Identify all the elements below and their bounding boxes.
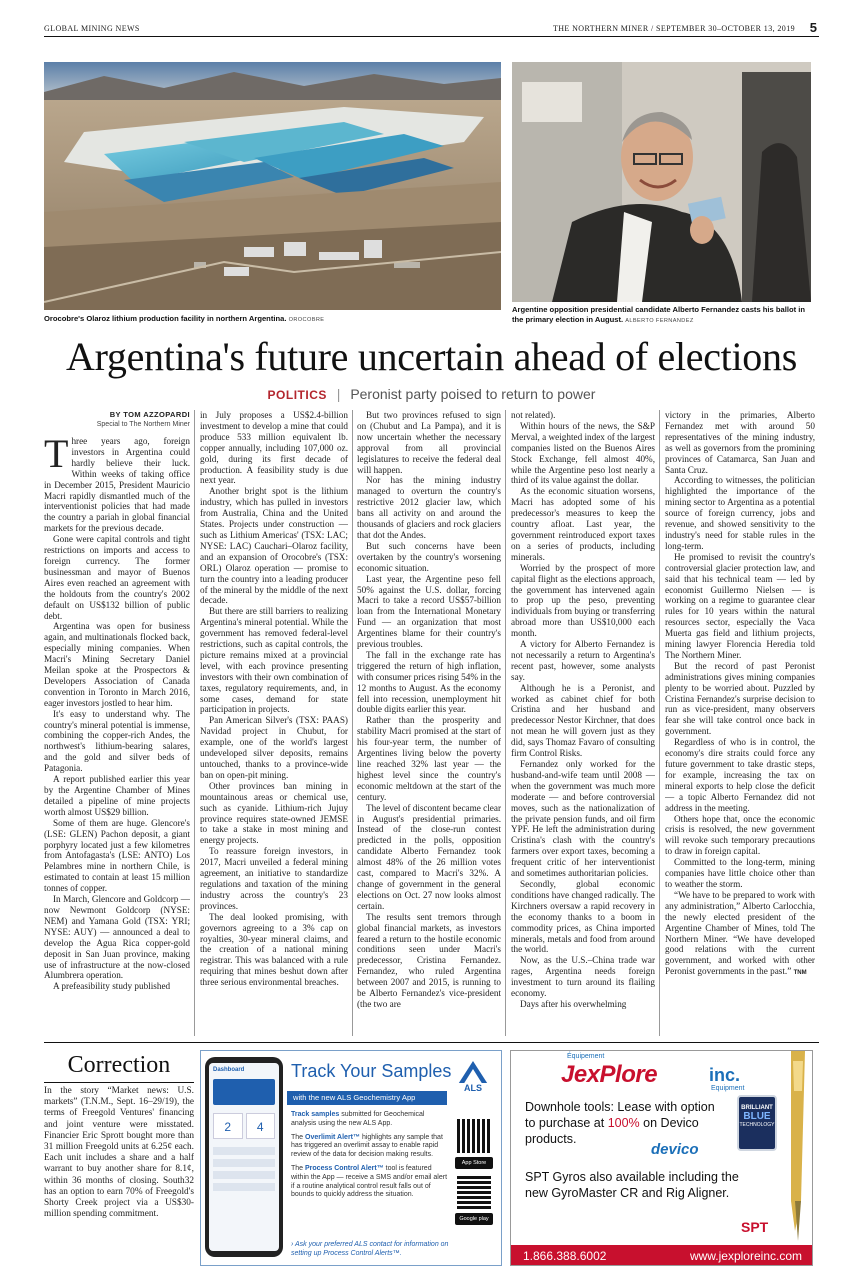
paragraph: But the record of past Peronist administrations gives mining companies plenty to be worried about. Puzzled by Cristina Fernandez's surprise decision to run as vice-president, many observers fear she will take control once back in government. (665, 660, 815, 737)
paragraph: Others hope that, once the economic crisis is resolved, the new government will revoke such temporary precautions to draw in foreign capital. (665, 813, 815, 857)
paragraph: Within hours of the news, the S&P Merval, a weighted index of the largest companies listed on the Buenos Aires Stock Exchange, fell almost 40%, while the Argentine peso lost nearly a third of its value against the dollar. (511, 420, 655, 486)
paragraph: A prefeasibility study published (53, 981, 171, 992)
spt-logo: SPT (741, 1219, 769, 1235)
byline-sub: Special to The Northern Miner (96, 421, 190, 428)
article-column-3 (357, 410, 501, 1036)
paragraph: victory in the primaries, Alberto Fernandez met with around 50 representatives of the mining industry, as well as governors from the promining provinces of Catamarca, San Juan and Santa Cruz. (665, 410, 815, 475)
deck-line (44, 386, 819, 402)
left-photo-caption (44, 314, 504, 326)
drop-cap: T (44, 431, 69, 476)
jex-footer-bar (511, 1245, 813, 1266)
correction-title: Correction (67, 1052, 171, 1078)
phone-dashboard-title: Dashboard (213, 1067, 245, 1073)
left-photo-caption-text: Orocobre's Olaroz lithium production facility in northern Argentina. (44, 314, 287, 323)
paragraph: In March, Glencore and Goldcorp — now Newmont Goldcorp (NYSE: NEM) and Yamana Gold (TSX: YRI; NYSE: AUY) — announced a deal to develop the Agua Rica copper-gold deposit in San Juan province, making use of infrastructure at the now-closed Alumbrera operation. (44, 894, 190, 981)
als-banner-text: with the new ALS Geochemistry App (293, 1093, 416, 1102)
paragraph: But two provinces refused to sign on (Chubut and La Pampa), and it is now uncertain whether the necessary approval from all provincial legislatures to receive the federal deal will happen. (357, 410, 501, 475)
jexplore-ad[interactable] (510, 1050, 813, 1266)
paragraph: Last year, the Argentine peso fell 50% against the U.S. dollar, forcing Macri to take a record US$57-billion loan from the International Monetary Fund — an organization that most Argentines blame for their country's previous troubles. (357, 573, 501, 650)
paragraph: The fall in the exchange rate has triggered the return of high inflation, with consumer prices rising 54% in the 12 months to August. As the economy fell into recession, unemployment hit double digits earlier this year. (357, 649, 501, 715)
paragraph: A victory for Alberto Fernandez is not necessarily a return to Argentina's recent past, however, some analysts say. (511, 639, 655, 682)
als-item-text: highlights any sample that has triggered an overlimit assay to enable rapid review of the data for decision making results. (291, 1133, 443, 1159)
column-rule (352, 410, 353, 1036)
paragraph: in July proposes a US$2.4-billion investment to develop a mine that could produce 533 million equivalent lb. copper annually, including 107,000 oz. gold, during its first decade of production. A feasibility study is due next year. (200, 410, 348, 486)
als-item (291, 1111, 451, 1129)
phone-row (213, 1147, 275, 1155)
badge-line: BRILLIANT (741, 1105, 773, 1111)
header-rule (44, 36, 819, 37)
drill-bit-icon (761, 1051, 813, 1251)
phone-stat: 4 (246, 1113, 276, 1139)
phone-row (213, 1171, 275, 1179)
als-item (291, 1134, 451, 1160)
als-item-pre: The (291, 1164, 306, 1172)
als-logo (453, 1059, 493, 1095)
paragraph: He promised to revisit the country's controversial glacier protection law, and said that his technical team — led by economist Guillermo Nielsen — is working on a regime to guarantee clear rules for 10 years within the natural resources sector, especially the Vaca Muerta gas field and lithium projects, mining lawyer Florencia Heredia told The Northern Miner. (665, 551, 815, 660)
paragraph: To reassure foreign investors, in 2017, Macri unveiled a federal mining agreement, an initiative to standardize regulations and taxation of the mining industry across the country's 23 provinces. (200, 846, 348, 911)
paragraph: Nor has the mining industry managed to overturn the country's restrictive 2012 glacier law, which bans all activity on and around the thousands of glaciers and rock glaciers that dot the Andes. (357, 475, 501, 540)
paragraph: Another bright spot is the lithium industry, which has pulled in investors from Australia, China and the United States. Projects under construction — such as Lithium Americas' (TSX: LAC; NYSE: LAC) Cauchari–Olaroz facility, and an expansion of Orocobre's (TSX: ORL) Olaroz operation — promise to turn the country into a leading producer of the mineral by the middle of the next decade. (200, 486, 348, 606)
paragraph: A report published earlier this year by the Argentine Chamber of Mines detailed a pipeline of mine projects worth almost US$29 billion. (44, 774, 190, 817)
badge-line: BLUE (743, 1111, 771, 1122)
jex-tag-top: Équipement (567, 1053, 605, 1060)
jex-phone[interactable]: 1.866.388.6002 (523, 1249, 607, 1263)
app-store-badge[interactable]: App Store (455, 1157, 493, 1169)
left-photo-credit: OROCOBRE (288, 317, 325, 323)
als-item-pre: The (291, 1133, 306, 1141)
devico-logo: devico (651, 1141, 699, 1158)
article-column-1 (44, 410, 190, 1036)
article-column-4 (511, 410, 655, 1036)
paragraph: Rather than the prosperity and stability Macri promised at the start of his four-year term, the number of Argentines living below the poverty line reached 32% last year — the highest level since the country's economic meltdown at the start of the century. (357, 715, 501, 802)
headline: Argentina's future uncertain ahead of elections (66, 334, 797, 379)
paragraph: not related). (511, 410, 556, 420)
als-item (291, 1165, 451, 1200)
correction-rule (44, 1082, 194, 1083)
paragraph: Now, as the U.S.–China trade war rages, Argentina needs foreign investment to turn around its flailing economy. (511, 955, 655, 999)
paragraph: As the economic situation worsens, Macri has adopted some of his predecessor's measures to keep the country afloat. Last year, the government reintroduced export taxes on a series of products, including minerals. (511, 486, 655, 562)
jex-line1-text: on Devico products. (525, 1116, 699, 1146)
jex-logo: JexPlore (561, 1061, 658, 1088)
paragraph: Committed to the long-term, mining companies have little choice other than to weather the storm. (665, 857, 815, 889)
paragraph: Days after his overwhelming (520, 998, 627, 1009)
paragraph: But there are still barriers to realizing Argentina's mineral potential. While the government has removed federal-level restrictions, such as capital controls, the picture remains mixed at a provincial level, with each province presenting investors with their own combination of taxes, regulatory requirements, and, in some cases, demand for state participation in projects. (200, 606, 348, 715)
paragraph: “We have to be prepared to work with any administration,” Alberto Carlocchia, the newly elected president of the Argentine Chamber of Mines, told The Northern Miner. “We have developed good relations with the current government, and worked with other Peronist governments in the past.” (665, 889, 815, 977)
paragraph: The level of discontent became clear in August's presidential primaries. Instead of the close-run contest predicted in the polls, opposition candidate Alberto Fernandez took almost 48% of the 26 million votes cast, compared to Macri's 32%. A change of government in the general elections on Oct. 27 now looks almost certain. (357, 802, 501, 911)
als-items (291, 1111, 451, 1200)
section-label: GLOBAL MINING NEWS (44, 24, 140, 33)
candidate-photo (512, 62, 811, 302)
right-photo-caption (512, 305, 817, 326)
als-title: Track Your Samples (291, 1061, 452, 1081)
jex-tag-bottom: Equipment (711, 1085, 745, 1092)
als-logo-text: ALS (453, 1083, 493, 1093)
jex-line2: SPT Gyros also available including the new GyroMaster CR and Rig Aligner. (525, 1170, 739, 1200)
als-footer: › Ask your preferred ALS contact for information on setting up Process Control Alerts™. (291, 1241, 449, 1257)
als-item-bold: Overlimit Alert™ (305, 1133, 360, 1141)
column-rule (194, 410, 195, 1036)
phone-banner (213, 1079, 275, 1105)
paragraph: Gone were capital controls and tight restrictions on imports and access to foreign currency. The former businessman and mayor of Buenos Aires even reached an agreement with the holdouts from the country's 2002 default on US$132 billion of public debt. (44, 534, 190, 621)
paragraph: Pan American Silver's (TSX: PAAS) Navidad project in Chubut, for example, one of the world's largest undeveloped silver deposits, remains untouched, thanks to a province-wide ban on open-pit mining. (200, 715, 348, 780)
paragraph: Other provinces ban mining in mountainous areas or chemical use, such as cyanide. Lithium-rich Jujuy province requires state-owned JEMSE to take a stake in most mining and energy projects. (200, 780, 348, 846)
lithium-facility-illustration (44, 62, 501, 310)
page-number: 5 (809, 20, 817, 35)
phone-mockup (205, 1057, 283, 1257)
paragraph: Worried by the prospect of more capital flight as the elections approach, the government has intervened again to prop up the peso, preventing individuals from buying or transferring abroad more than US$10,000 each month. (511, 562, 655, 639)
als-ad[interactable] (200, 1050, 502, 1266)
phone-row (213, 1183, 275, 1191)
jex-url[interactable]: www.jexploreinc.com (689, 1249, 802, 1263)
paragraph: hree years ago, foreign investors in Argentina could hardly believe their luck. Within weeks of taking office in December 2015, President Mauricio Macri rapidly dismantled much of the interventionist policies that had made the country a pariah in global financial markets for the previous decade. (44, 436, 190, 534)
paragraph: According to witnesses, the politician highlighted the importance of the mining sector to Argentina as a potential source of foreign currency, jobs and revenue, and showed sensitivity to the industry's need for stable rules in the long-term. (665, 475, 815, 551)
als-banner (287, 1091, 447, 1105)
deck-text: Peronist party poised to return to power (350, 386, 596, 402)
right-photo-credit: ALBERTO FERNANDEZ (625, 317, 694, 324)
als-item-text: tool is featured within the App — receive a SMS and/or email alert if a routine analytical control result falls out of bounds to quickly address the situation. (291, 1164, 448, 1199)
paragraph: The deal looked promising, with governors agreeing to a 3% cap on royalties, 30-year mineral claims, and the creation of a national mining registrar. This was balanced with a rule requiring that mines beshut down after three serious environmental breaches. (200, 911, 348, 988)
jex-logo-suffix: inc. (709, 1065, 741, 1085)
article-column-5 (665, 410, 815, 1036)
masthead: THE NORTHERN MINER / SEPTEMBER 30–OCTOBER 13, 2019 (552, 24, 795, 33)
politics-kicker: POLITICS (267, 388, 327, 402)
jex-line1 (525, 1099, 725, 1147)
paragraph: But such concerns have been overtaken by the country's worsening economic situation. (357, 540, 501, 573)
column-rule (659, 410, 660, 1036)
jex-line1-highlight: 100% (607, 1116, 640, 1130)
end-mark: TNM (793, 970, 807, 977)
paragraph: Argentina was open for business again, and multinationals flocked back, especially mining companies. When Macri's Mining Secretary Daniel Meilan spoke at the Prospectors & Developers Association of Canada convention in Toronto in March 2016, eager investors jostled to hear him. (44, 621, 190, 708)
jex-line1-text: Downhole tools: Lease with option to purchase at (525, 1100, 715, 1130)
google-play-badge[interactable]: Google play (455, 1213, 493, 1225)
paragraph: Fernandez only worked for the husband-and-wife team until 2008 — when the government was much more moderate — and before controversial moves, such as the nationalization of the private pension funds, and oil firm YPF. He left the administration during Cristina's clash with the country's farmers over export taxes, becoming a frequent critic of her interventionist and sometimes authoritarian policies. (511, 759, 655, 879)
paragraph: Regardless of who is in control, the economy's dire straits could force any future government to take drastic steps, for example, increasing the tax on mineral exports to help close the deficit — a topic Alberto Fernandez did not address in the meeting. (665, 737, 815, 813)
phone-stat: 2 (213, 1113, 243, 1139)
als-item-bold: Process Control Alert™ (305, 1164, 384, 1172)
badge-line: TECHNOLOGY (739, 1122, 775, 1128)
right-photo-caption-text: Argentine opposition presidential candidate Alberto Fernandez casts his ballot in the primary election in August. (512, 305, 805, 324)
paragraph: It's easy to understand why. The country's mineral potential is immense, combining the copper-rich Andes, the northwest's lithium-bearing salares, and the gold and silver beds of Patagonia. (44, 708, 190, 774)
correction-body: In the story “Market news: U.S. markets” (T.N.M., Sept. 16–29/19), the terms of Freegold Ventures' financing and joint venture were misstated. Financier Eric Sprott bought more than 31 million Freegold units at 6.25¢ each. Each unit includes a share and a half warrant to buy another share for 8.1¢, within 36 months of closing. South32 has an option to earn 70% of Freegold's Shorty Creek project via a US$30-million spending commitment. (44, 1086, 194, 1220)
deck-separator: | (336, 386, 341, 402)
als-item-bold: Track samples (291, 1111, 340, 1118)
phone-row (213, 1159, 275, 1167)
qr-code-icon (457, 1175, 491, 1209)
paragraph: The results sent tremors through global financial markets, as investors feared a return to the hostile economic conditions seen under Macri's predecessor, Cristina Fernandez. Fernandez, who ruled Argentina between 2007 and 2015, is running to be Alberto Fernandez's vice-president (the two are (357, 911, 501, 1009)
article-column-2 (200, 410, 348, 1036)
paragraph: Although he is a Peronist, and worked as cabinet chief for both Cristina and her husband and predecessor Nestor Kirchner, that does not mean he will govern just as they did, says Thomaz Favaro of consulting firm Control Risks. (511, 682, 655, 759)
byline: BY TOM AZZOPARDI (109, 410, 190, 419)
als-item-text: submitted for Geochemical analysis using the new ALS App. (291, 1111, 425, 1127)
paragraph: Secondly, global economic conditions have changed radically. The Kirchners oversaw a rapid recovery in the economy thanks to a boom in commodity prices, as China imported minerals, metals and food from around the world. (511, 878, 655, 955)
paragraph: Some of them are huge. Glencore's (LSE: GLEN) Pachon deposit, a giant porphyry located just a few kilometres from Antofagasta's (LSE: ANTO) Los Pelambres mine in northern Chile, is estimated to contain at least 15 million tonnes of copper. (44, 817, 190, 894)
lithium-facility-photo (44, 62, 501, 310)
qr-code-icon (457, 1119, 491, 1153)
column-rule (505, 410, 506, 1036)
ads-rule (44, 1042, 819, 1043)
candidate-illustration (512, 62, 811, 302)
